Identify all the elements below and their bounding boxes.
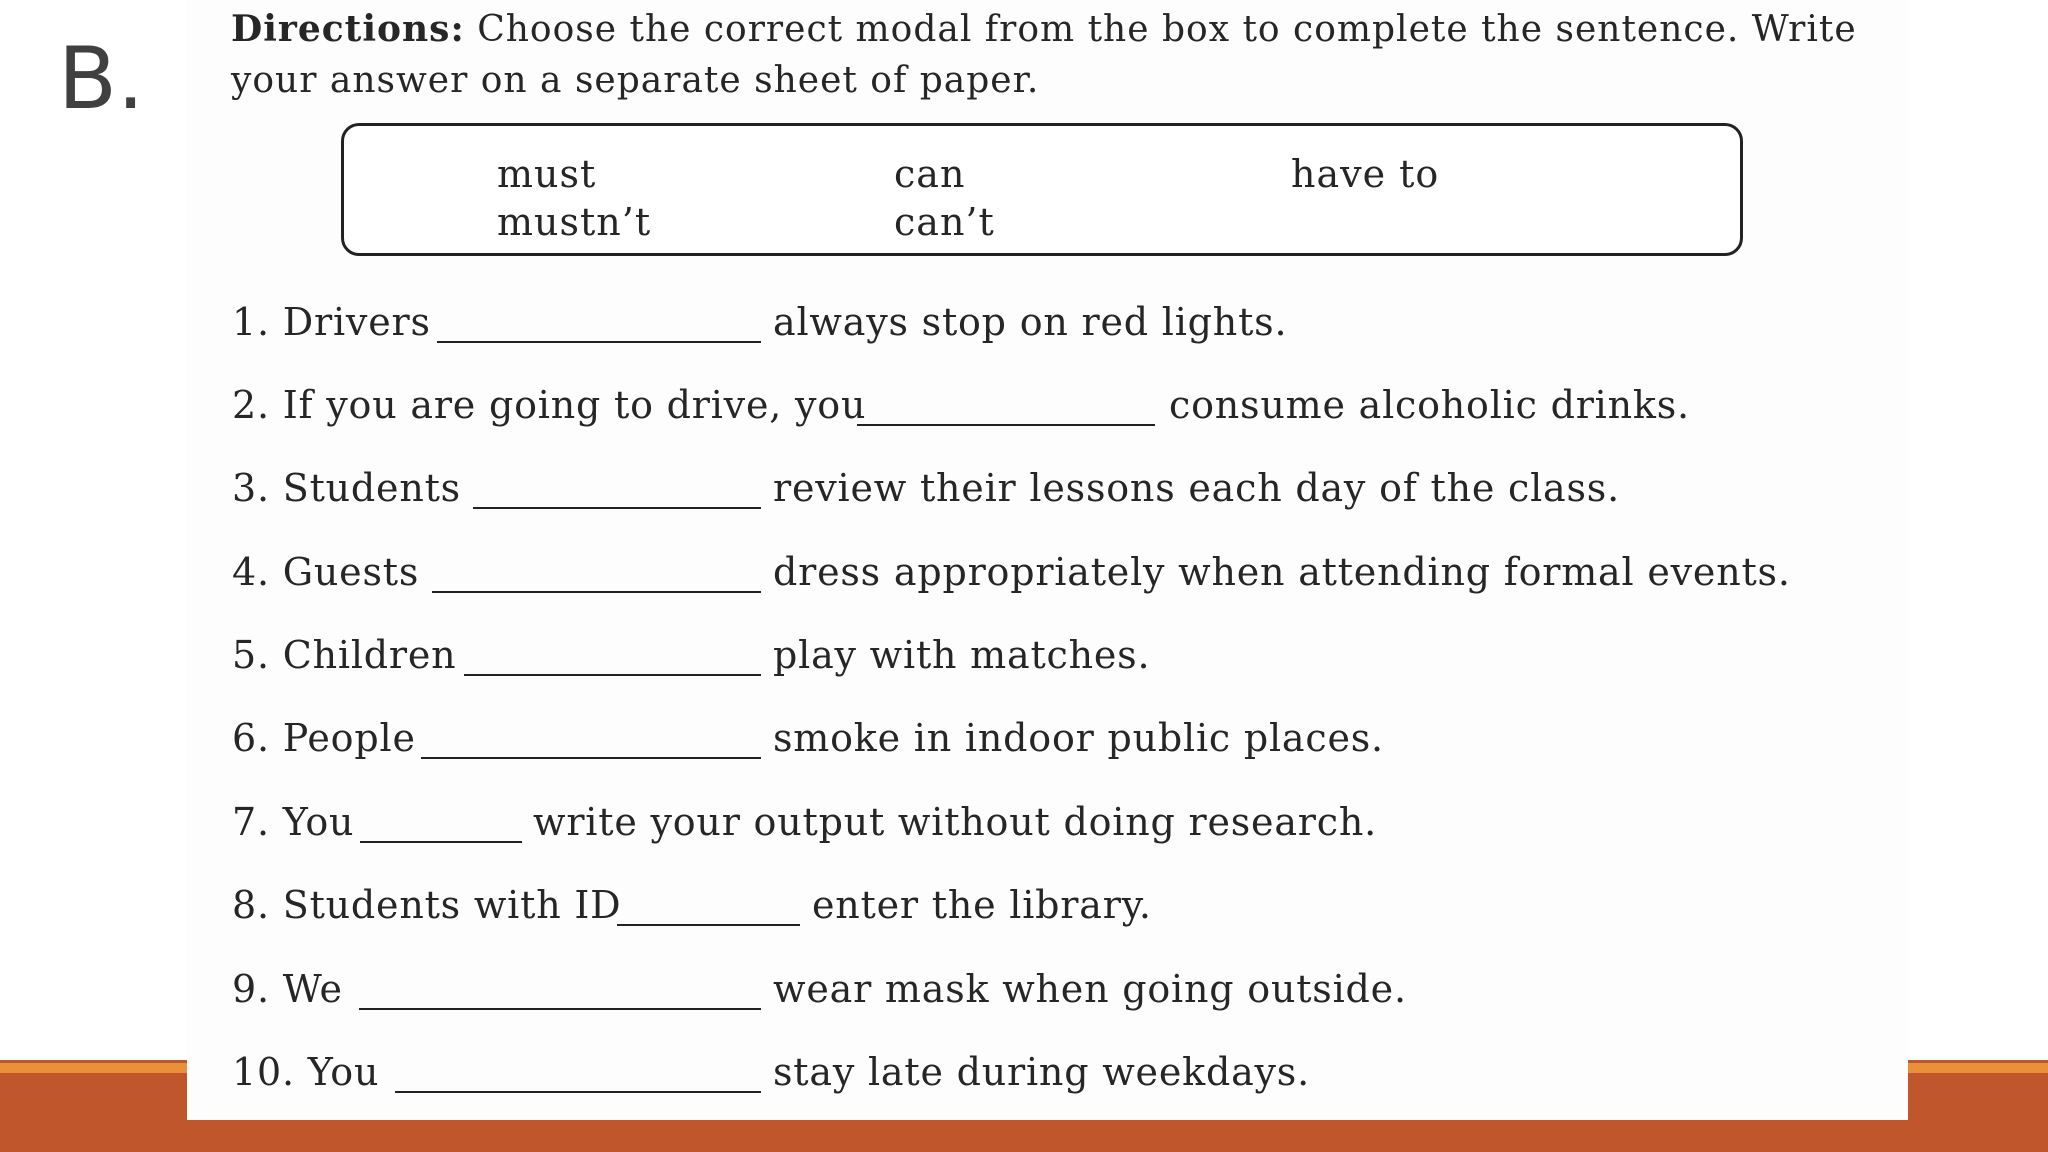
answer-blank <box>464 674 761 676</box>
item-suffix: stay late during weekdays. <box>773 1050 1310 1094</box>
section-letter: B. <box>58 29 145 129</box>
exercise-item <box>232 716 1384 760</box>
modal-word-box <box>341 123 1743 256</box>
item-prefix: 2. If you are going to drive, you <box>232 383 867 427</box>
exercise-item <box>232 550 1791 594</box>
item-suffix: wear mask when going outside. <box>773 967 1407 1011</box>
exercise-item <box>232 800 1377 844</box>
answer-blank <box>421 757 761 759</box>
item-prefix: 7. You <box>232 800 355 844</box>
item-suffix: smoke in indoor public places. <box>773 716 1384 760</box>
answer-blank <box>360 841 522 843</box>
answer-blank <box>432 591 761 593</box>
item-prefix: 4. Guests <box>232 550 420 594</box>
modal-word-have-to: have to <box>1291 152 1440 196</box>
exercise-item <box>232 633 1151 677</box>
item-prefix: 1. Drivers <box>232 300 431 344</box>
item-prefix: 10. You <box>232 1050 380 1094</box>
exercise-item <box>232 883 1152 927</box>
item-suffix: always stop on red lights. <box>773 300 1288 344</box>
answer-blank <box>857 424 1155 426</box>
exercise-item <box>232 967 1407 1011</box>
modal-word-must: must <box>497 152 597 196</box>
item-prefix: 5. Children <box>232 633 457 677</box>
answer-blank <box>395 1091 761 1093</box>
exercise-item <box>232 1050 1310 1094</box>
directions <box>231 4 1891 106</box>
directions-text: Choose the correct modal from the box to complete the sentence. Write your answer on a separate sheet of paper. <box>231 9 1857 101</box>
item-suffix: enter the library. <box>812 883 1152 927</box>
answer-blank <box>473 507 761 509</box>
item-prefix: 8. Students with ID <box>232 883 622 927</box>
modal-word-can: can <box>894 152 966 196</box>
item-suffix: dress appropriately when attending formal events. <box>773 550 1791 594</box>
item-suffix: write your output without doing research. <box>533 800 1377 844</box>
item-prefix: 6. People <box>232 716 416 760</box>
answer-blank <box>437 341 761 343</box>
item-suffix: play with matches. <box>773 633 1151 677</box>
answer-blank <box>617 924 800 926</box>
modal-word-mustnt: mustn’t <box>497 200 652 244</box>
exercise-item <box>232 300 1288 344</box>
item-prefix: 3. Students <box>232 466 461 510</box>
answer-blank <box>359 1008 761 1010</box>
worksheet-image <box>187 0 1908 1120</box>
item-suffix: consume alcoholic drinks. <box>1169 383 1690 427</box>
modal-word-cant: can’t <box>894 200 995 244</box>
exercise-item <box>232 383 1690 427</box>
directions-label: Directions: <box>231 8 465 50</box>
exercise-item <box>232 466 1620 510</box>
item-suffix: review their lessons each day of the class. <box>773 466 1620 510</box>
item-prefix: 9. We <box>232 967 343 1011</box>
